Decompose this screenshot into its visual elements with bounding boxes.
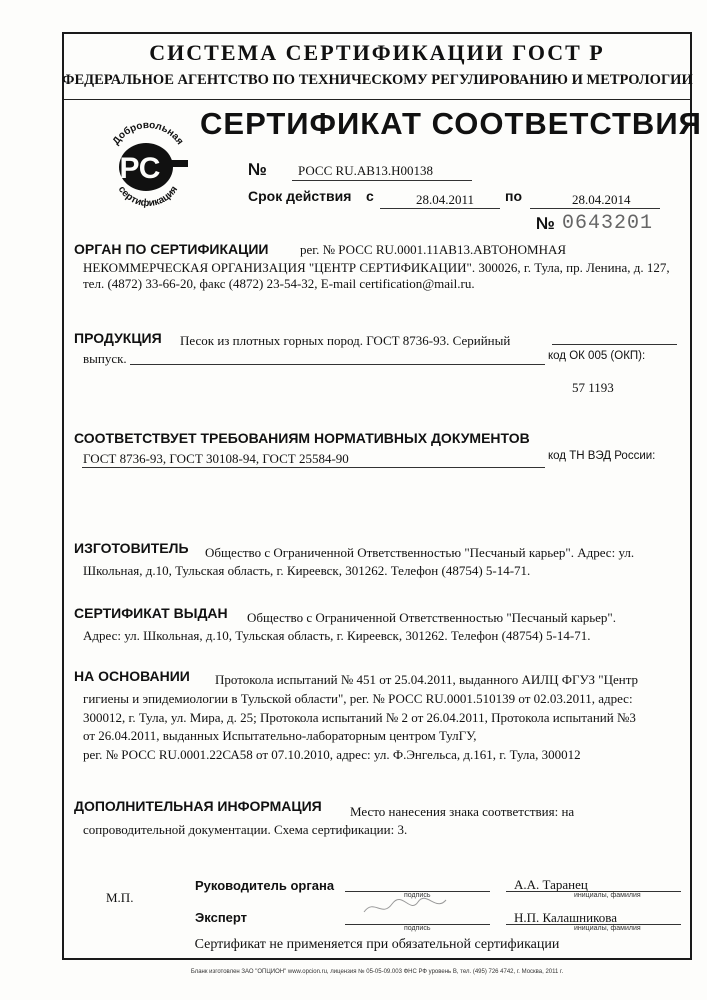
additional-info-line-1: Место нанесения знака соответствия: на [350, 804, 575, 819]
issued-to-label: СЕРТИФИКАТ ВЫДАН [74, 605, 228, 621]
basis-line-5: рег. № РОСС RU.0001.22СА58 от 07.10.2010, адрес: ул. Ф.Энгельса, д.161, г. Тула, 300012 [83, 747, 581, 762]
certificate-number: РОСС RU.АВ13.Н00138 [298, 163, 434, 178]
product-line-1: Песок из плотных горных пород. ГОСТ 8736-93. Серийный [180, 333, 511, 348]
basis-line-3: 300012, г. Тула, ул. Мира, д. 25; Протокола испытаний № 2 от 26.04.2011, Протокола испытаний №3 [83, 710, 636, 725]
head-of-organ-label: Руководитель органа [195, 878, 335, 893]
number-label: № [248, 160, 267, 179]
validity-to-label: по [505, 188, 523, 204]
basis-line-4: от 26.04.2011, выданных Испытательно-лабораторным центром ТулГУ, [83, 728, 477, 743]
expert-signature-caption: подпись [404, 925, 431, 932]
organ-label: ОРГАН ПО СЕРТИФИКАЦИИ [74, 241, 269, 257]
okp-code-value: 57 1193 [572, 380, 614, 395]
tnved-code-label: код ТН ВЭД России: [548, 450, 656, 462]
header-divider [64, 99, 690, 100]
manufacturer-line-2: Школьная, д.10, Тульская область, г. Киреевск, 301262. Телефон (48754) 5-14-71. [83, 563, 531, 578]
system-title: СИСТЕМА СЕРТИФИКАЦИИ ГОСТ Р [149, 40, 605, 65]
organ-line-1: рег. № РОСС RU.0001.11АВ13.АВТОНОМНАЯ [300, 242, 567, 257]
issued-to-line-1: Общество с Ограниченной Ответственностью "Песчаный карьер". [247, 610, 616, 625]
logo-bottom-text: сертификация [115, 184, 181, 208]
additional-info-label: ДОПОЛНИТЕЛЬНАЯ ИНФОРМАЦИЯ [74, 798, 322, 814]
head-name: А.А. Таранец [514, 877, 588, 892]
manufacturer-line-1: Общество с Ограниченной Ответственностью "Песчаный карьер". Адрес: ул. [205, 545, 635, 560]
okp-code-label: код ОК 005 (ОКП): [548, 350, 646, 362]
conformity-label: СООТВЕТСТВУЕТ ТРЕБОВАНИЯМ НОРМАТИВНЫХ ДОКУМЕНТОВ [74, 430, 530, 446]
validity-label: Срок действия [248, 188, 352, 204]
organ-line-2: НЕКОММЕРЧЕСКАЯ ОРГАНИЗАЦИЯ "ЦЕНТР СЕРТИФИКАЦИИ". 300026, г. Тула, пр. Ленина, д. 127, [83, 260, 670, 275]
basis-label: НА ОСНОВАНИИ [74, 668, 190, 684]
basis-line-1: Протокола испытаний № 451 от 25.04.2011, выданного АИЛЦ ФГУЗ "Центр [215, 672, 639, 687]
manufacturer-label: ИЗГОТОВИТЕЛЬ [74, 540, 189, 556]
additional-info-line-2: сопроводительной документации. Схема сертификации: 3. [83, 822, 408, 837]
expert-label: Эксперт [195, 910, 248, 925]
head-name-caption: инициалы, фамилия [574, 892, 641, 899]
expert-name: Н.П. Калашникова [514, 910, 617, 925]
product-label: ПРОДУКЦИЯ [74, 330, 162, 346]
agency-name: ФЕДЕРАЛЬНОЕ АГЕНТСТВО ПО ТЕХНИЧЕСКОМУ РЕГУЛИРОВАНИЮ И МЕТРОЛОГИИ [62, 72, 693, 88]
product-line-2: выпуск. [83, 351, 127, 366]
footer-note: Сертификат не применяется при обязательной сертификации [194, 937, 560, 952]
expert-signature-icon [360, 888, 450, 924]
certificate-title: СЕРТИФИКАТ СООТВЕТСТВИЯ [200, 106, 702, 141]
head-signature-caption: подпись [404, 892, 431, 899]
blank-number-label: № [536, 214, 555, 233]
basis-line-2: гигиены и эпидемиологии в Тульской области", рег. № РОСС RU.0001.510139 от 02.03.2011, адрес: [83, 691, 633, 706]
normative-documents: ГОСТ 8736-93, ГОСТ 30108-94, ГОСТ 25584-90 [83, 451, 349, 466]
validity-from-label: с [366, 188, 374, 204]
validity-to-date: 28.04.2014 [572, 192, 631, 207]
logo-top-text: Добровольная [110, 119, 186, 148]
issued-to-line-2: Адрес: ул. Школьная, д.10, Тульская область, г. Киреевск, 301262. Телефон (48754) 5-14-71. [83, 628, 591, 643]
logo-mark-text: РС [119, 152, 161, 185]
organ-line-3: тел. (4872) 33-66-20, факс (4872) 23-54-32, E-mail certification@mail.ru. [83, 276, 475, 291]
svg-text:Добровольная [111, 120, 186, 147]
stamp-place: М.П. [106, 890, 134, 905]
rs-certification-logo-icon [100, 112, 196, 208]
validity-from-date: 28.04.2011 [416, 192, 475, 207]
blank-number: 0643201 [562, 212, 654, 235]
printer-imprint: Бланк изготовлен ЗАО "ОПЦИОН" www.opcion.ru, лицензия № 05-05-09.003 ФНС РФ уровень В, тел. (495) 726 4742, г. Москва, 2011 г. [190, 969, 564, 975]
expert-name-caption: инициалы, фамилия [574, 925, 641, 932]
